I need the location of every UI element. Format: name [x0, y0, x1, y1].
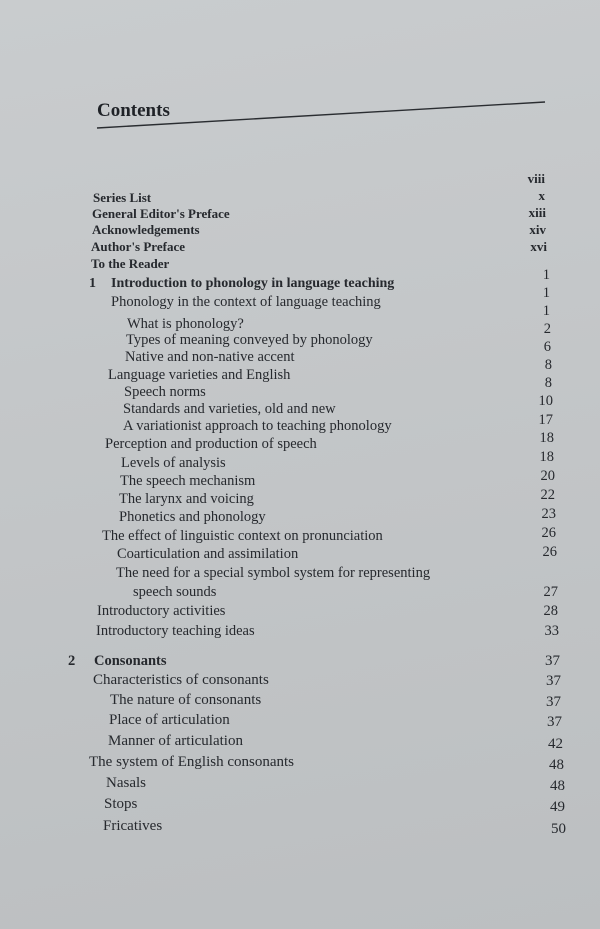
chapter-number: 2 [68, 653, 76, 669]
toc-entry-to-the-reader [91, 255, 551, 273]
toc-entry-title: Series List [93, 190, 152, 205]
toc-entry-title: Consonants [94, 653, 167, 669]
toc-entry-title: To the Reader [91, 256, 170, 271]
table-of-contents: Series List General Editor's Preface Acknowledgements Author's Preface To the Reader viii x xiii xiv xvi 1 Introduction to phonology in language teaching Phonology in the context of language teaching What is phonology? Types of meaning conveyed by phonology Native and non-native accent Language varieties and English Speech norms Standards and varieties, old and new A variationist approach to teaching phonology Perception and production of speech Levels of analysis The speech mechanism The larynx and voicing Phonetics and phonology The effect of linguistic context on pronunciation Coarticulation and assimilation The need for a special symbol system for representing speech sounds Introductory activities Introductory teaching ideas 2 Consonants Characteristics of consonants The nature of consonants Place of articulation Manner of articulation The system of English consonants Nasals Stops Fricatives 1 1 1 2 6 8 8 10 17 18 18 20 22 23 26 26 27 28 33 37 37 37 37 42 48 48 49 50 [68, 171, 566, 837]
toc-entry-authors-preface [91, 238, 551, 256]
toc-entry-title: Introduction to phonology in language teaching [111, 276, 395, 291]
toc-entry-title: Acknowledgements [92, 222, 200, 237]
toc-entry-title: General Editor's Preface [92, 206, 230, 221]
toc-entry-title: Author's Preface [91, 239, 185, 254]
toc-entry-acknowledgements [92, 221, 552, 239]
chapter-number: 1 [89, 276, 96, 291]
page-title: Contents [97, 100, 170, 121]
